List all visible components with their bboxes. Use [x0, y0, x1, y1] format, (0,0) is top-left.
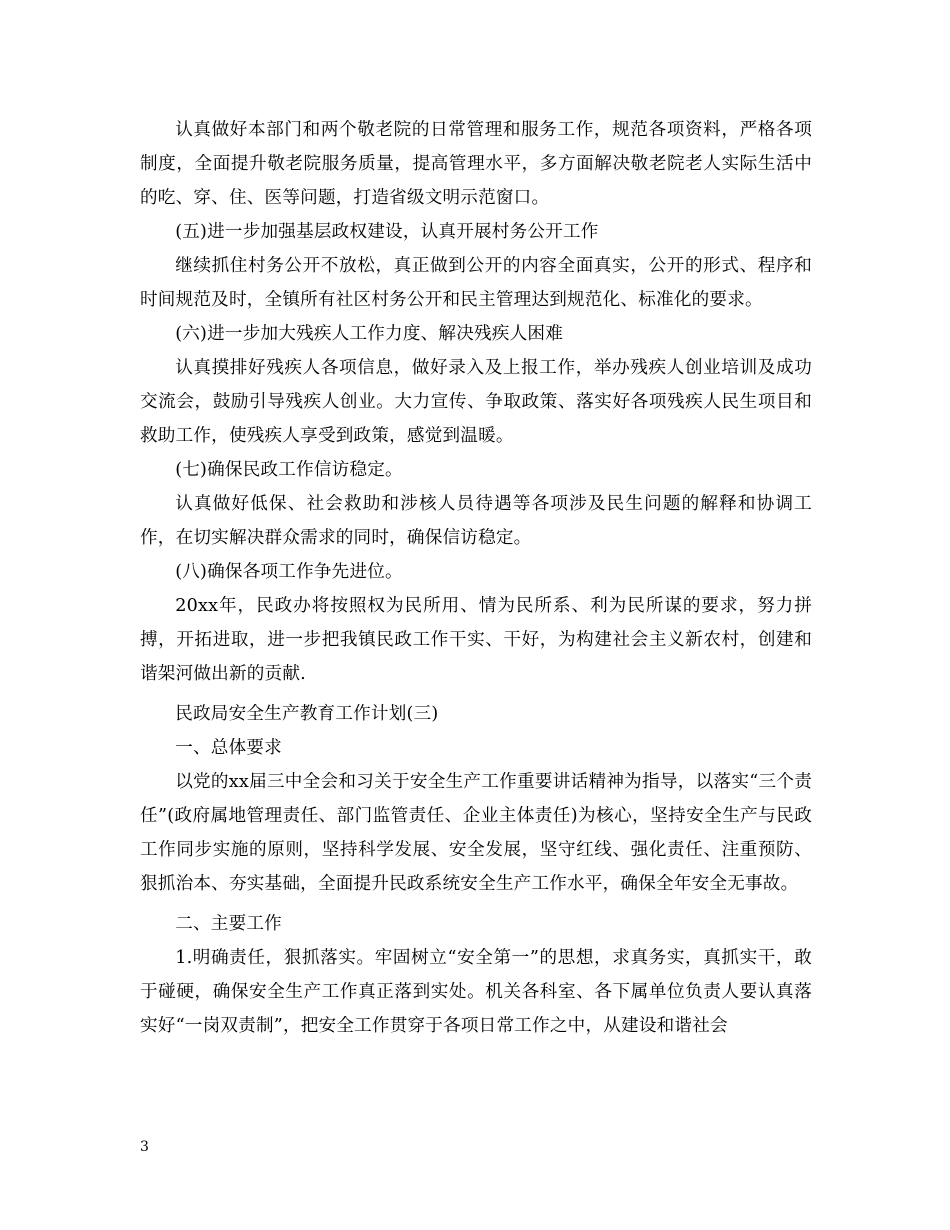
page-number: 3 [140, 1139, 149, 1155]
document-body [140, 113, 812, 1043]
heading-petition-stability: (七)确保民政工作信访稳定。 [175, 460, 403, 480]
heading-village-affairs: (五)进一步加强基层政权建设，认真开展村务公开工作 [175, 222, 599, 242]
paragraph-clear-responsibility: 1.明确责任，狠抓落实。牢固树立“安全第一”的思想，求真务实，真抓实干，敢于碰硬，确保安全生产工作真正落到实处。机关各科室、各下属单位负责人要认真落实好“一岗双责制”，把安全工作贯穿于各项日常工作之中，从建设和谐社会 [140, 948, 812, 1036]
paragraph-strive-progress: 20xx年，民政办将按照权为民所用、情为民所系、利为民所谋的要求，努力拼搏，开拓进取，进一步把我镇民政工作干实、干好，为构建社会主义新农村，创建和谐架河做出新的贡献. [140, 596, 812, 684]
paragraph-petition-stability: 认真做好低保、社会救助和涉核人员待遇等各项涉及民生问题的解释和协调工作，在切实解决群众需求的同时，确保信访稳定。 [140, 494, 812, 548]
paragraph-general-requirements: 以党的xx届三中全会和习关于安全生产工作重要讲话精神为指导，以落实“三个责任”(政府属地管理责任、部门监管责任、企业主体责任)为核心，坚持安全生产与民政工作同步实施的原则，坚持科学发展、安全发展，坚守红线、强化责任、注重预防、狠抓治本、夯实基础，全面提升民政系统安全生产工作水平，确保全年安全无事故。 [140, 772, 812, 894]
paragraph-disabled-persons: 认真摸排好残疾人各项信息，做好录入及上报工作，举办残疾人创业培训及成功交流会，鼓励引导残疾人创业。大力宣传、争取政策、落实好各项残疾人民生项目和救助工作，使残疾人享受到政策，感觉到温暖。 [140, 358, 812, 446]
paragraph-village-affairs: 继续抓住村务公开不放松，真正做到公开的内容全面真实，公开的形式、程序和时间规范及时，全镇所有社区村务公开和民主管理达到规范化、标准化的要求。 [140, 256, 812, 310]
heading-strive-progress: (八)确保各项工作争先进位。 [175, 562, 403, 582]
heading-main-work: 二、主要工作 [175, 914, 282, 934]
heading-disabled-persons: (六)进一步加大残疾人工作力度、解决残疾人困难 [175, 324, 563, 344]
section-title-safety-plan: 民政局安全生产教育工作计划(三) [175, 704, 439, 724]
paragraph-elderly-home: 认真做好本部门和两个敬老院的日常管理和服务工作，规范各项资料，严格各项制度，全面提升敬老院服务质量，提高管理水平，多方面解决敬老院老人实际生活中的吃、穿、住、医等问题，打造省级文明示范窗口。 [140, 120, 812, 208]
heading-general-requirements: 一、总体要求 [175, 738, 282, 758]
